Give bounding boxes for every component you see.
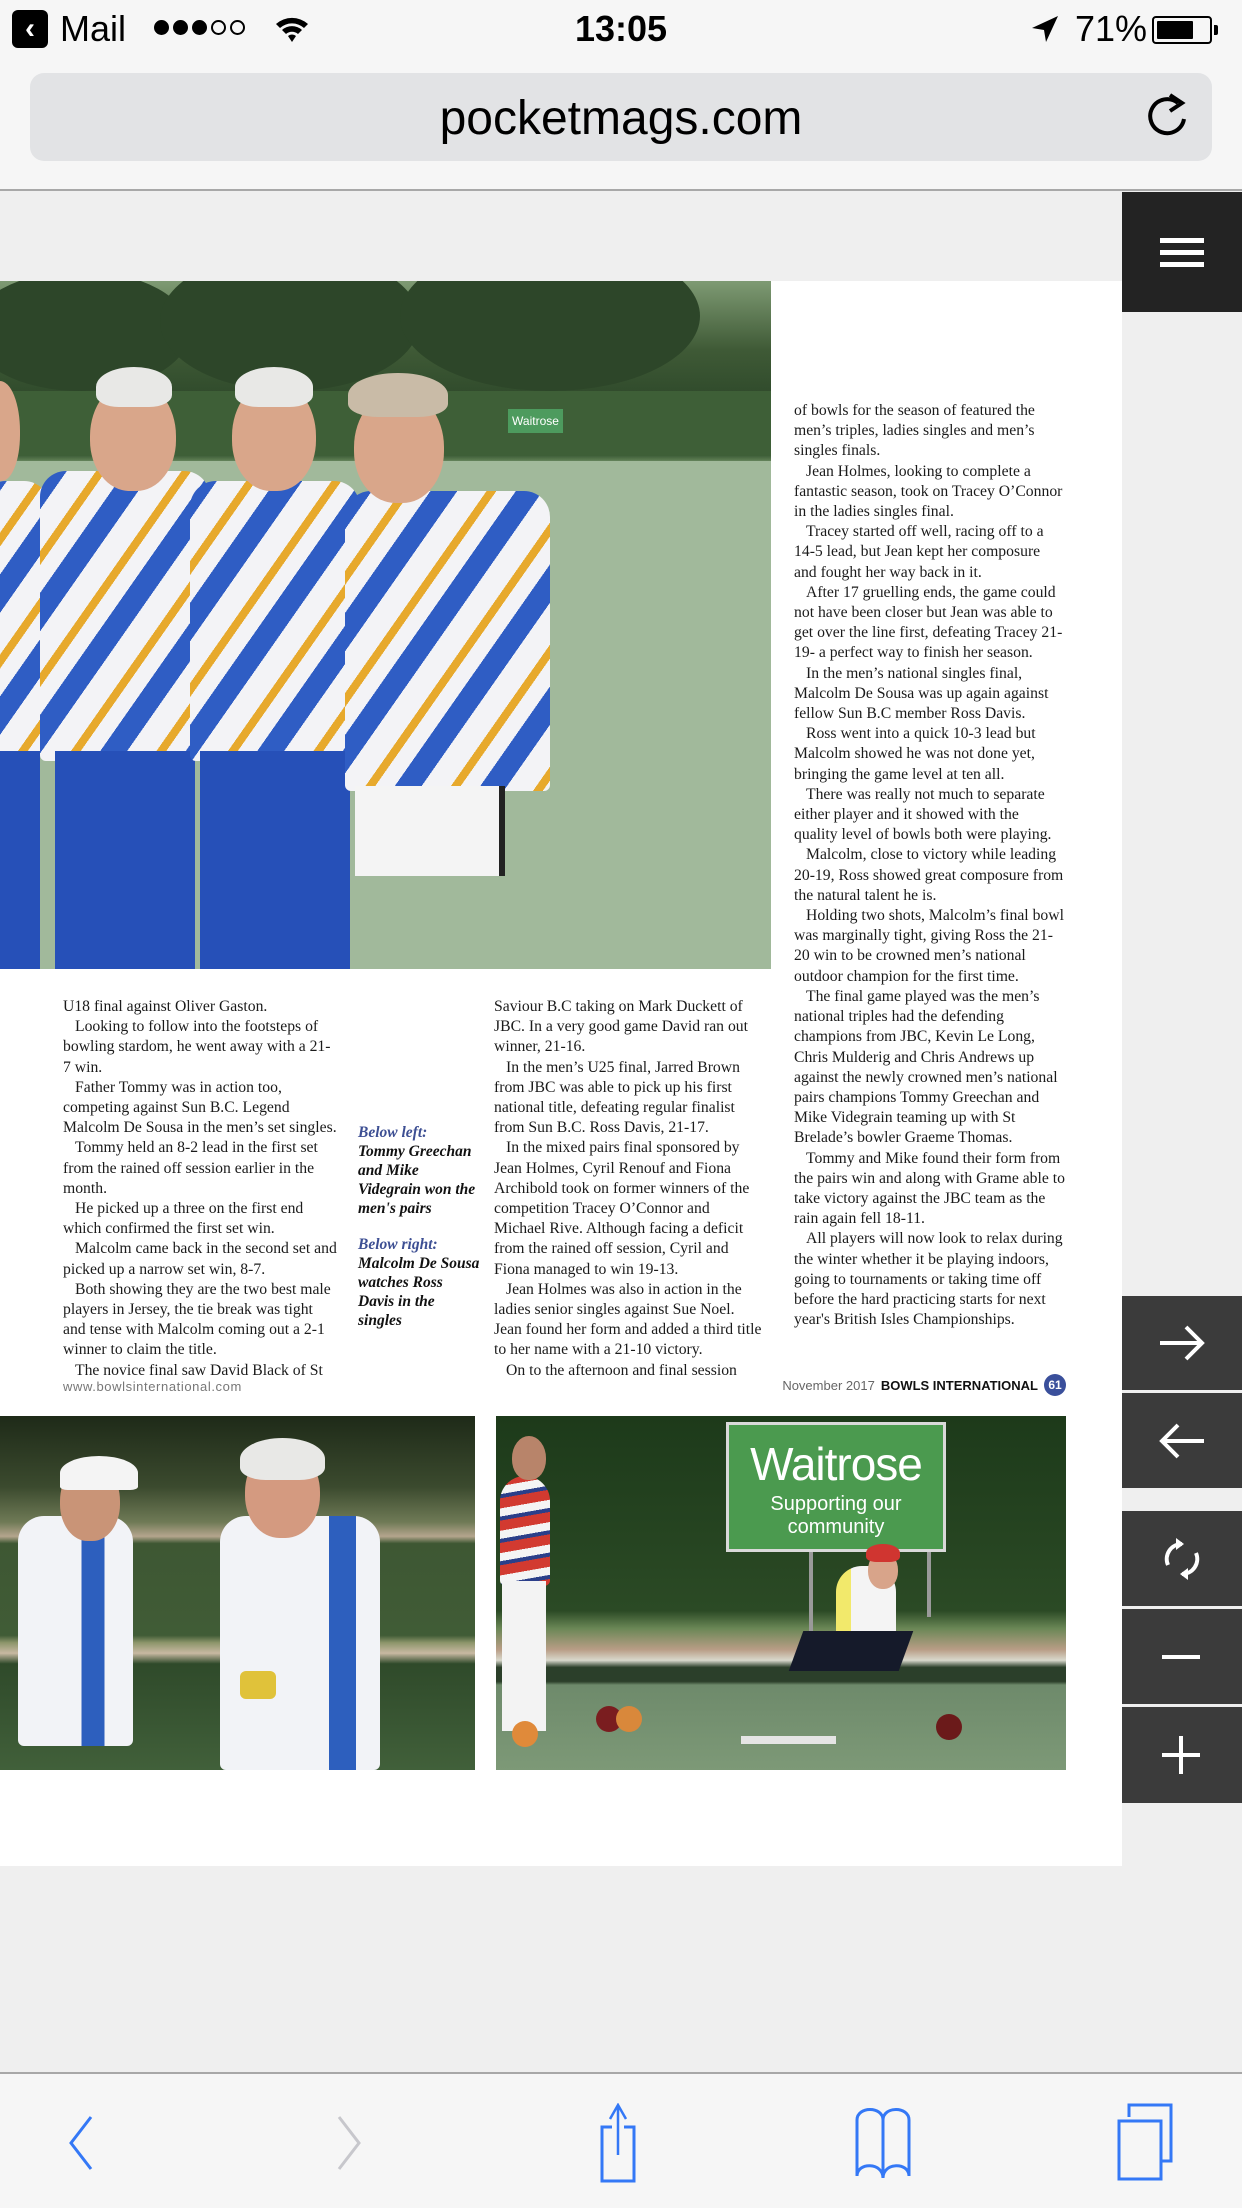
article-paragraph: Tommy and Mike found their form from the pairs win and along with Grame able to take victory against the JBC team as the rain again fell 18-11. (794, 1149, 1065, 1228)
caption-text: Malcolm De Sousa watches Ross Davis in the singles (358, 1255, 480, 1329)
bowl (936, 1714, 962, 1740)
yellow-cloth (240, 1671, 276, 1699)
player-shirt (190, 481, 360, 761)
delivery-mat (741, 1736, 836, 1744)
article-paragraph: He picked up a three on the first end which confirmed the first set win. (63, 1200, 304, 1238)
article-paragraph: After 17 gruelling ends, the game could not have been closer but Jean was able to get over the line first, defeating Tracey 21-19- a perfect way to finish her season. (794, 583, 1063, 662)
player-hair (96, 367, 172, 407)
address-bar[interactable] (30, 73, 1212, 161)
bowl (512, 1721, 538, 1747)
article-paragraph: Tommy held an 8-2 lead in the first set from the rained off session earlier in the month. (63, 1139, 318, 1197)
footer-issue-info (782, 1374, 1066, 1396)
article-paragraph: Tracey started off well, racing off to a 14-5 lead, but Jean kept her composure and fought her way back in it. (794, 523, 1044, 581)
player-shirt (345, 491, 550, 791)
article-paragraph: On to the afternoon and final session (506, 1361, 737, 1379)
next-page-button[interactable] (1122, 1296, 1242, 1390)
article-paragraph: Jean Holmes, looking to complete a fantastic season, took on Tracey O’Connor in the ladies singles final. (794, 462, 1063, 521)
battery-cap (1214, 25, 1218, 35)
player-shirt (500, 1476, 550, 1586)
article-column-1 (63, 997, 338, 1381)
article-paragraph: Malcolm, close to victory while leading 20-19, Ross showed great composure from the natural talent he is. (794, 846, 1064, 904)
player-trousers (789, 1631, 914, 1671)
magazine-viewer[interactable] (0, 192, 1122, 2072)
arrow-left-icon (1158, 1417, 1206, 1465)
article-paragraph: In the men’s U25 final, Jarred Brown from JBC was able to pick up his first national title, defeating regular finalist from Sun B.C. Ross Davis, 21-17. (494, 1058, 740, 1137)
caption-label: Below right: (358, 1236, 438, 1253)
forward-button[interactable] (320, 2108, 380, 2178)
caption-below-right (358, 1235, 480, 1330)
article-paragraph: Both showing they are the two best male players in Jersey, the tie break was tight and tense with Malcolm coming out a 2-1 winner to claim the title. (63, 1280, 331, 1359)
reload-icon[interactable] (1142, 91, 1192, 143)
article-paragraph: All players will now look to relax during the winter whether it be playing indoors, going to tournaments or taking time off before the hard practicing starts for next year's British Isles Championships. (794, 1230, 1063, 1329)
hamburger-icon (1158, 228, 1206, 276)
player-shorts (355, 786, 505, 876)
magazine-page (0, 281, 1122, 1866)
player-shirt (220, 1516, 380, 1770)
player-trousers (55, 751, 195, 969)
article-paragraph: In the mixed pairs final sponsored by Jean Holmes, Cyril Renouf and Fiona Archibold took on former winners of the competition Tracey O’Connor and Michael Rive. Although facing a deficit from the rained off session, Cyril and Fiona managed to win 19-13. (494, 1139, 750, 1278)
magazine-name: BOWLS INTERNATIONAL (880, 1377, 1038, 1393)
article-paragraph: Jean Holmes was also in action in the ladies senior singles against Sue Noel. Jean found her form and added a third title to her name with a 21-10 victory. (494, 1280, 762, 1359)
footer-website: www.bowlsinternational.com (63, 1379, 242, 1394)
back-button[interactable] (50, 2108, 110, 2178)
issue-date: November 2017 (782, 1377, 875, 1393)
menu-button[interactable] (1122, 192, 1242, 312)
photo-team-group (0, 281, 771, 969)
rotate-button[interactable] (1122, 1511, 1242, 1606)
article-paragraph: Looking to follow into the footsteps of bowling stardom, he went away with a 21-7 win. (63, 1018, 331, 1076)
article-paragraph: Saviour B.C taking on Mark Duckett of JBC. In a very good game David ran out winner, 21-16. (494, 998, 748, 1056)
player-hair (240, 1438, 325, 1480)
zoom-in-button[interactable] (1122, 1707, 1242, 1803)
tree (400, 281, 700, 391)
back-chevron-icon: ‹ (25, 12, 35, 45)
article-paragraph: of bowls for the season of featured the men’s triples, ladies singles and men’s singles finals. (794, 402, 1035, 460)
tabs-button[interactable] (1100, 2108, 1190, 2178)
player-trousers (0, 751, 40, 969)
caption-text: Tommy Greechan and Mike Videgrain won the men's pairs (358, 1143, 476, 1217)
article-paragraph: There was really not much to separate either player and it showed with the quality level of bowls both were playing. (794, 785, 1052, 844)
article-paragraph: In the men’s national singles final, Malcolm De Sousa was up again against fellow Sun B.C member Ross Davis. (794, 664, 1049, 723)
address-bar-area (0, 60, 1242, 191)
red-cap (866, 1544, 900, 1562)
player-trousers (502, 1581, 546, 1731)
previous-page-button[interactable] (1122, 1393, 1242, 1488)
page-number-badge: 61 (1044, 1374, 1066, 1396)
player-shirt (40, 471, 210, 761)
plus-icon (1158, 1731, 1206, 1779)
article-paragraph: Holding two shots, Malcolm’s final bowl was marginally tight, giving Ross the 21-20 win to be crowned men’s national outdoor champion for the first time. (794, 907, 1064, 985)
photo-singles-match (496, 1416, 1066, 1770)
player-hair (348, 373, 448, 417)
player-shirt (18, 1516, 133, 1746)
article-paragraph: Ross went into a quick 10-3 lead but Malcolm showed he was not done yet, bringing the game level at ten all. (794, 725, 1036, 783)
bookmarks-button[interactable] (838, 2108, 928, 2178)
status-bar (0, 0, 1242, 60)
player-head (512, 1436, 546, 1480)
location-arrow-icon (1030, 14, 1060, 44)
photo-pairs-winners (0, 1416, 475, 1770)
article-paragraph: Malcolm came back in the second set and picked up a narrow set win, 8-7. (63, 1240, 337, 1278)
banner-brand: Waitrose (750, 1438, 922, 1490)
player-hair (235, 367, 313, 407)
article-paragraph: Father Tommy was in action too, competing against Sun B.C. Legend Malcolm De Sousa in the men’s set singles. (63, 1078, 337, 1137)
caption-below-left (358, 1123, 480, 1218)
clock: 13:05 (574, 8, 668, 49)
share-button[interactable] (580, 2108, 655, 2178)
url-text[interactable]: pocketmags.com (439, 92, 803, 145)
banner-tagline: Supporting our community (770, 1493, 902, 1538)
arrow-right-icon (1158, 1319, 1206, 1367)
article-column-3 (794, 401, 1066, 1330)
zoom-out-button[interactable] (1122, 1609, 1242, 1704)
safari-toolbar (0, 2072, 1242, 2208)
article-paragraph: The final game played was the men’s national triples had the defending champions from JBC, Kevin Le Long, Chris Mulderig and Chris Andrews up against the newly crowned men’s national pairs champions Tommy Greechan and Mike Videgrain teaming up with St Brelade’s bowler Graeme Thomas. (794, 987, 1058, 1147)
battery-icon (1152, 16, 1212, 44)
back-app-label[interactable]: Mail (60, 8, 127, 49)
reader-toolbar (1122, 192, 1242, 2072)
bowl (616, 1706, 642, 1732)
banner-post (809, 1552, 813, 1632)
rotate-icon (1158, 1535, 1206, 1583)
article-column-2 (494, 997, 764, 1381)
waitrose-sign: Waitrose (508, 409, 563, 433)
white-cap (60, 1456, 138, 1490)
photo-captions (358, 1123, 480, 1347)
player-trousers (200, 751, 350, 969)
minus-icon (1158, 1633, 1206, 1681)
banner-post (927, 1552, 931, 1617)
article-paragraph: The novice final saw David Black of St (75, 1361, 323, 1379)
caption-label: Below left: (358, 1124, 428, 1141)
waitrose-banner (726, 1422, 946, 1552)
book-icon (853, 2106, 913, 2180)
chevron-right-icon (335, 2107, 365, 2179)
battery-percent: 71% (1075, 8, 1148, 49)
tabs-icon (1115, 2103, 1175, 2183)
chevron-left-icon (65, 2107, 95, 2179)
article-paragraph: U18 final against Oliver Gaston. (63, 998, 268, 1015)
share-icon (598, 2103, 638, 2183)
